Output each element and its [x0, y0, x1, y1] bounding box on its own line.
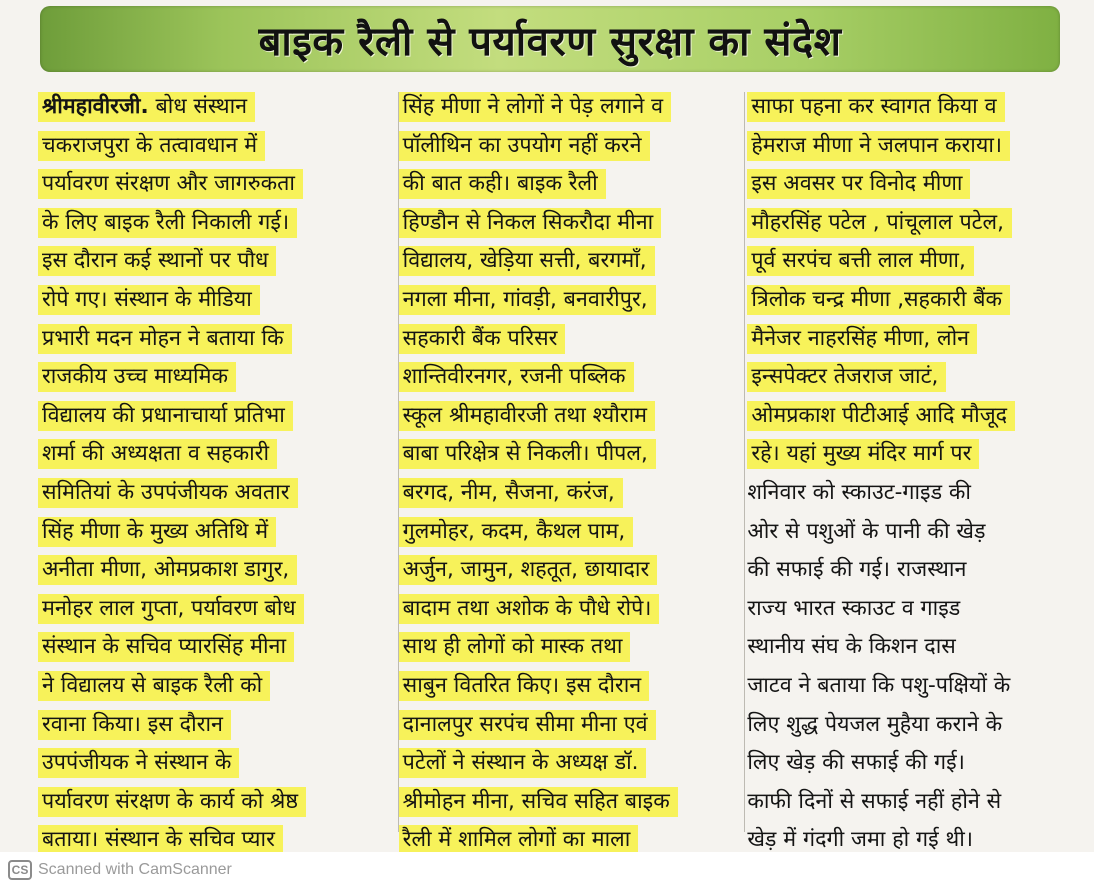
text-line [38, 513, 377, 552]
highlighted-text [747, 439, 979, 469]
line-text: श्रीमोहन मीना, सचिव सहित बाइक [402, 788, 670, 814]
highlighted-text [399, 92, 671, 122]
line-text: पर्यावरण संरक्षण के कार्य को श्रेष्ठ [42, 788, 299, 814]
line-text: समितियां के उपपंजीयक अवतार [42, 479, 290, 505]
text-line [399, 667, 728, 706]
text-line [747, 513, 1086, 552]
line-text: मौहरसिंह पटेल , पांचूलाल पटेल, [751, 209, 1004, 235]
dateline: श्रीमहावीरजी. [42, 94, 149, 119]
highlighted-text [38, 748, 239, 778]
highlighted-text [399, 169, 606, 199]
line-text: लिए खेड़ की सफाई की गई। [747, 750, 965, 776]
text-line [399, 204, 728, 243]
highlighted-text [399, 825, 639, 855]
highlighted-text [399, 594, 660, 624]
line-text: रवाना किया। इस दौरान [42, 711, 223, 737]
text-line [38, 783, 377, 822]
line-text: पॉलीथिन का उपयोग नहीं करने [402, 132, 642, 158]
highlighted-text [747, 634, 955, 659]
highlighted-text [747, 208, 1012, 238]
highlighted-text [399, 710, 656, 740]
highlighted-text [38, 671, 270, 701]
highlighted-text [747, 596, 960, 621]
highlighted-text [38, 324, 292, 354]
text-line [38, 590, 377, 629]
text-line [399, 706, 728, 745]
text-line [399, 513, 728, 552]
highlighted-text [38, 208, 297, 238]
text-line [399, 127, 728, 166]
text-line [747, 281, 1086, 320]
line-text: ने विद्यालय से बाइक रैली को [42, 672, 263, 698]
line-text: इस अवसर पर विनोद मीणा [751, 171, 963, 197]
highlighted-text [38, 401, 293, 431]
line-text: लिए शुद्ध पेयजल मुहैया कराने के [747, 711, 1003, 737]
highlighted-text [38, 787, 306, 817]
highlighted-text [399, 671, 650, 701]
highlighted-text [747, 480, 971, 505]
highlighted-text [747, 519, 985, 544]
text-line [399, 551, 728, 590]
highlighted-text [38, 285, 260, 315]
scanner-watermark-text: Scanned with CamScanner [38, 860, 232, 878]
line-text: के लिए बाइक रैली निकाली गई। [42, 209, 290, 235]
line-text: की सफाई की गई। राजस्थान [747, 557, 967, 583]
highlighted-text [38, 478, 298, 508]
highlighted-text [399, 324, 566, 354]
text-line [747, 551, 1086, 590]
highlighted-text [747, 169, 970, 199]
text-line [747, 320, 1086, 359]
line-text: त्रिलोक चन्द्र मीणा ,सहकारी बैंक [751, 286, 1003, 312]
line-text: शनिवार को स्काउट-गाइड की [747, 479, 971, 505]
highlighted-text [747, 362, 946, 392]
line-text: ओमप्रकाश पीटीआई आदि मौजूद [751, 402, 1008, 428]
article-column-1 [38, 88, 377, 853]
line-text: पर्यावरण संरक्षण और जागरुकता [42, 171, 295, 197]
text-line [747, 783, 1086, 822]
line-text: साफा पहना कर स्वागत किया व [751, 94, 997, 119]
text-line [399, 281, 728, 320]
highlighted-text [38, 246, 276, 276]
highlighted-text [38, 362, 236, 392]
highlighted-text [747, 324, 977, 354]
line-text: बाबा परिक्षेत्र से निकली। पीपल, [402, 441, 648, 467]
line-text: पटेलों ने संस्थान के अध्यक्ष डॉ. [402, 750, 639, 776]
highlighted-text [399, 632, 631, 662]
text-line [38, 706, 377, 745]
highlighted-text [399, 246, 655, 276]
line-text: मनोहर लाल गुप्ता, पर्यावरण बोध [42, 595, 296, 621]
text-line [747, 590, 1086, 629]
text-line [747, 88, 1086, 127]
highlighted-text [747, 92, 1004, 122]
line-text: राजकीय उच्च माध्यमिक [42, 364, 228, 390]
text-line [38, 127, 377, 166]
highlighted-text [747, 827, 973, 852]
line-text: स्कूल श्रीमहावीरजी तथा श्यौराम [402, 402, 648, 428]
article-column-3 [747, 88, 1086, 853]
highlighted-text [399, 517, 634, 547]
line-text: नगला मीना, गांवड़ी, बनवारीपुर, [402, 286, 648, 312]
line-text: पूर्व सरपंच बत्ती लाल मीणा, [751, 248, 966, 274]
highlighted-text [747, 131, 1010, 161]
highlighted-text [38, 131, 265, 161]
text-line [399, 474, 728, 513]
line-text: बोध संस्थान [148, 94, 248, 119]
line-text: की बात कही। बाइक रैली [402, 171, 598, 197]
text-line [747, 628, 1086, 667]
highlighted-text [38, 632, 294, 662]
highlighted-text [747, 789, 1001, 814]
line-text: शर्मा की अध्यक्षता व सहकारी [42, 441, 270, 467]
highlighted-text [399, 131, 650, 161]
text-line [38, 397, 377, 436]
line-text: काफी दिनों से सफाई नहीं होने से [747, 788, 1002, 814]
text-line [38, 242, 377, 281]
text-line [38, 551, 377, 590]
highlighted-text [399, 401, 655, 431]
text-line [399, 242, 728, 281]
line-text: साबुन वितरित किए। इस दौरान [402, 672, 642, 698]
headline-band [40, 6, 1060, 72]
line-text: रोपे गए। संस्थान के मीडिया [42, 286, 252, 312]
highlighted-text [38, 517, 276, 547]
text-line [399, 744, 728, 783]
text-line [38, 320, 377, 359]
line-text: खेड़ में गंदगी जमा हो गई थी। [747, 827, 973, 853]
line-text: बादाम तथा अशोक के पौधे रोपे। [402, 595, 652, 621]
text-line [399, 358, 728, 397]
text-line [747, 474, 1086, 513]
highlighted-text [747, 750, 965, 775]
text-line [747, 397, 1086, 436]
line-text: हिण्डौन से निकल सिकरौदा मीना [402, 209, 654, 235]
text-line [38, 435, 377, 474]
text-line [38, 744, 377, 783]
text-line [399, 165, 728, 204]
text-line [399, 783, 728, 822]
line-text: साथ ही लोगों को मास्क तथा [402, 634, 623, 660]
highlighted-text [747, 246, 974, 276]
text-line [38, 281, 377, 320]
highlighted-text [38, 555, 297, 585]
text-line [38, 474, 377, 513]
highlighted-text [38, 825, 283, 855]
line-text: रहे। यहां मुख्य मंदिर मार्ग पर [751, 441, 972, 467]
line-text: विद्यालय की प्रधानाचार्या प्रतिभा [42, 402, 285, 428]
line-text: विद्यालय, खेड़िया सत्ती, बरगमाँ, [402, 248, 647, 274]
highlighted-text [38, 439, 277, 469]
text-line [399, 320, 728, 359]
text-line [747, 435, 1086, 474]
highlighted-text [399, 285, 656, 315]
camscanner-logo-icon: CS [8, 860, 32, 880]
text-line [747, 204, 1086, 243]
text-line [747, 127, 1086, 166]
highlighted-text [399, 478, 623, 508]
highlighted-text [38, 710, 231, 740]
highlighted-text [399, 787, 678, 817]
line-text: गुलमोहर, कदम, कैथल पाम, [402, 518, 626, 544]
line-text: अर्जुन, जामुन, शहतूत, छायादार [402, 557, 650, 583]
line-text: शान्तिवीरनगर, रजनी पब्लिक [402, 364, 626, 390]
line-text: जाटव ने बताया कि पशु-पक्षियों के [747, 672, 1011, 698]
text-line [747, 242, 1086, 281]
highlighted-text [399, 208, 662, 238]
text-line [747, 667, 1086, 706]
text-line [399, 590, 728, 629]
line-text: अनीता मीणा, ओमप्रकाश डागुर, [42, 557, 290, 583]
text-line [399, 397, 728, 436]
text-line [399, 88, 728, 127]
line-text: रैली में शामिल लोगों का माला [402, 827, 631, 853]
line-text: संस्थान के सचिव प्यारसिंह मीना [42, 634, 287, 660]
text-line [399, 628, 728, 667]
text-line [38, 88, 377, 127]
highlighted-text [399, 555, 658, 585]
line-text: स्थानीय संघ के किशन दास [747, 634, 956, 660]
line-text: बरगद, नीम, सैजना, करंज, [402, 479, 615, 505]
line-text: सिंह मीणा ने लोगों ने पेड़ लगाने व [402, 94, 664, 119]
text-line [38, 628, 377, 667]
text-line [747, 358, 1086, 397]
highlighted-text [747, 673, 1010, 698]
scanner-watermark [0, 852, 1094, 887]
highlighted-text [399, 439, 656, 469]
line-text: इन्सपेक्टर तेजराज जाटं, [751, 364, 939, 390]
highlighted-text [747, 285, 1010, 315]
highlighted-text [747, 557, 966, 582]
highlighted-text [399, 748, 647, 778]
text-line [38, 667, 377, 706]
text-line [747, 744, 1086, 783]
line-text: इस दौरान कई स्थानों पर पौध [42, 248, 269, 274]
line-text: दानालपुर सरपंच सीमा मीना एवं [402, 711, 648, 737]
line-text: बताया। संस्थान के सचिव प्यार [42, 827, 275, 853]
highlighted-text [399, 362, 634, 392]
line-text: सहकारी बैंक परिसर [402, 325, 558, 351]
highlighted-text [38, 92, 255, 122]
column-divider [744, 92, 745, 832]
headline: बाइक रैली से पर्यावरण सुरक्षा का संदेश [258, 18, 842, 65]
highlighted-text [747, 712, 1002, 737]
line-text: उपपंजीयक ने संस्थान के [42, 750, 232, 776]
article-column-2 [399, 88, 728, 853]
text-line [38, 204, 377, 243]
text-line [747, 165, 1086, 204]
line-text: ओर से पशुओं के पानी की खेड़ [747, 518, 986, 544]
text-line [38, 165, 377, 204]
text-line [399, 435, 728, 474]
line-text: राज्य भारत स्काउट व गाइड [747, 595, 961, 621]
highlighted-text [747, 401, 1015, 431]
line-text: हेमराज मीणा ने जलपान कराया। [751, 132, 1003, 158]
line-text: चकराजपुरा के तत्वावधान में [42, 132, 258, 158]
text-line [38, 358, 377, 397]
line-text: प्रभारी मदन मोहन ने बताया कि [42, 325, 284, 351]
highlighted-text [38, 594, 304, 624]
text-line [747, 706, 1086, 745]
article-body [36, 88, 1086, 853]
highlighted-text [38, 169, 303, 199]
line-text: मैनेजर नाहरसिंह मीणा, लोन [751, 325, 970, 351]
line-text: सिंह मीणा के मुख्य अतिथि में [42, 518, 269, 544]
